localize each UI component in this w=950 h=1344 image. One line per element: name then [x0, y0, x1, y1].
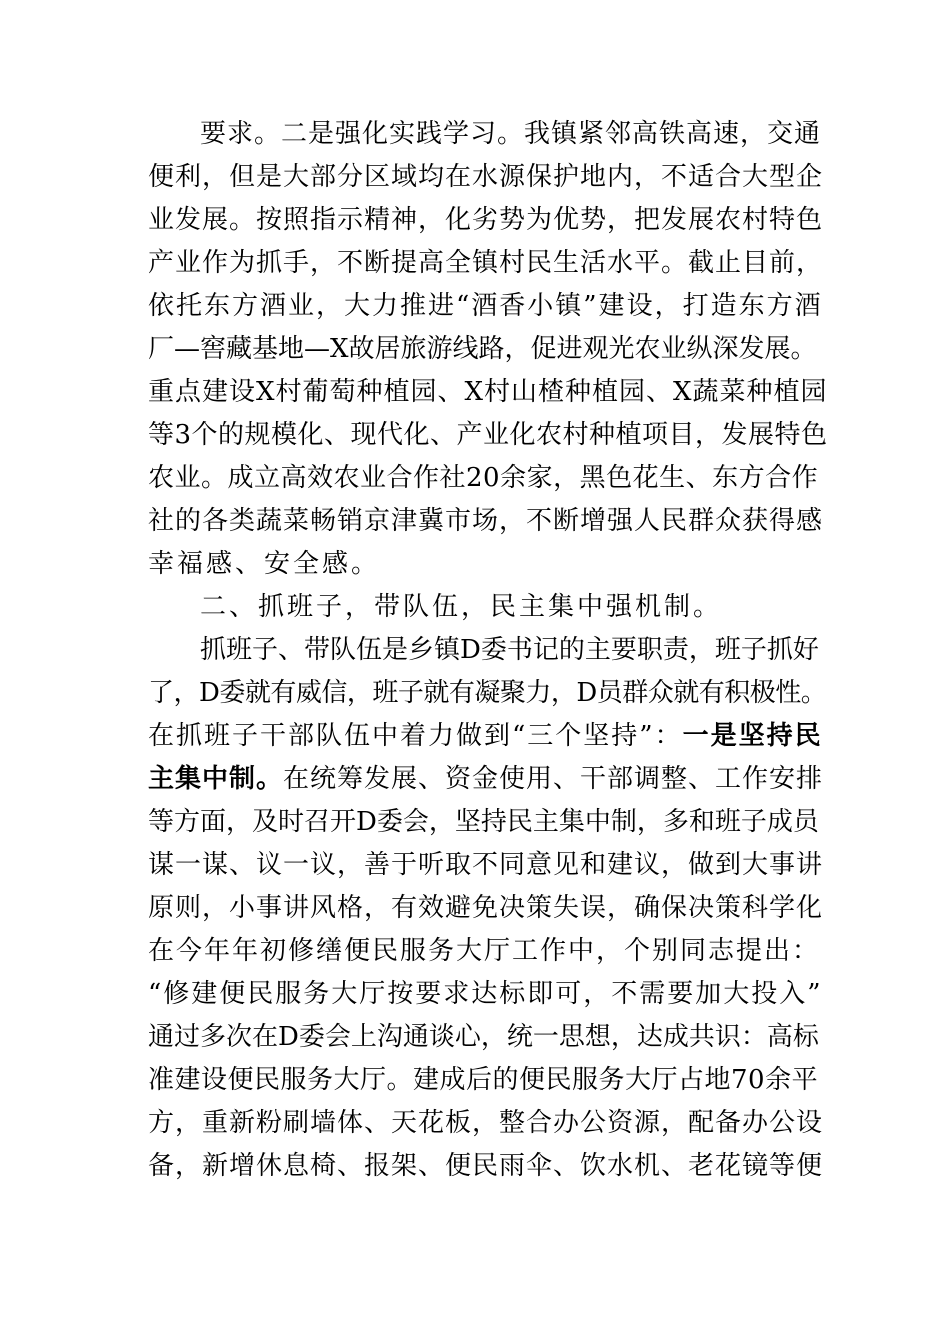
text-line: 备，新增休息椅、报架、便民雨伞、饮水机、老花镜等便 [148, 1151, 824, 1181]
text-line: 等3个的规模化、现代化、产业化农村种植项目，发展特色 [148, 420, 828, 450]
text-line: 等方面，及时召开D委会，坚持民主集中制，多和班子成员 [148, 807, 819, 837]
text-line: 通过多次在D委会上沟通谈心，统一思想，达成共识：高标 [148, 1022, 819, 1052]
text-line: 社的各类蔬菜畅销京津冀市场，不断增强人民群众获得感 [148, 506, 824, 536]
text-line: 依托东方酒业，大力推进“酒香小镇”建设，打造东方酒 [148, 291, 823, 321]
text-line [148, 714, 828, 758]
text-line: 了，D委就有威信，班子就有凝聚力，D员群众就有积极性。 [148, 678, 827, 708]
bold-text-segment: 一是坚持民 [682, 721, 823, 751]
text-segment: 在统筹发展、资金使用、干部调整、工作安排 [283, 764, 824, 794]
text-line: 要求。二是强化实践学习。我镇紧邻高铁高速，交通 [200, 119, 822, 149]
text-line: 抓班子、带队伍是乡镇D委书记的主要职责，班子抓好 [200, 635, 819, 665]
text-line: 产业作为抓手，不断提高全镇村民生活水平。截止目前， [148, 248, 824, 278]
text-line: 谋一谋、议一议，善于听取不同意见和建议，做到大事讲 [148, 850, 824, 880]
text-line: 重点建设X村葡萄种植园、X村山楂种植园、X蔬菜种植园 [148, 377, 828, 407]
text-line: 厂—窖藏基地—X故居旅游线路，促进观光农业纵深发展。 [148, 334, 817, 364]
text-line: 农业。成立高效农业合作社20余家，黑色花生、东方合作 [148, 463, 819, 493]
text-line: 在今年年初修缮便民服务大厅工作中，个别同志提出： [148, 936, 821, 966]
text-line: 幸福感、安全感。 [148, 549, 381, 579]
bold-text-segment: 主集中制。 [148, 764, 284, 794]
text-line: 业发展。按照指示精神，化劣势为优势，把发展农村特色 [148, 205, 824, 235]
text-line: 便利，但是大部分区域均在水源保护地内，不适合大型企 [148, 162, 824, 192]
text-line: 方，重新粉刷墙体、天花板，整合办公资源，配备办公设 [148, 1108, 824, 1138]
text-line: “修建便民服务大厅按要求达标即可，不需要加大投入” [148, 979, 823, 1009]
section-heading: 二、抓班子，带队伍，民主集中强机制。 [200, 592, 723, 622]
text-line [148, 757, 828, 801]
text-line: 原则，小事讲风格，有效避免决策失误，确保决策科学化 [148, 893, 824, 923]
text-line: 准建设便民服务大厅。建成后的便民服务大厅占地70余平 [148, 1065, 819, 1095]
text-segment: 在抓班子干部队伍中着力做到“三个坚持”： [148, 721, 683, 751]
